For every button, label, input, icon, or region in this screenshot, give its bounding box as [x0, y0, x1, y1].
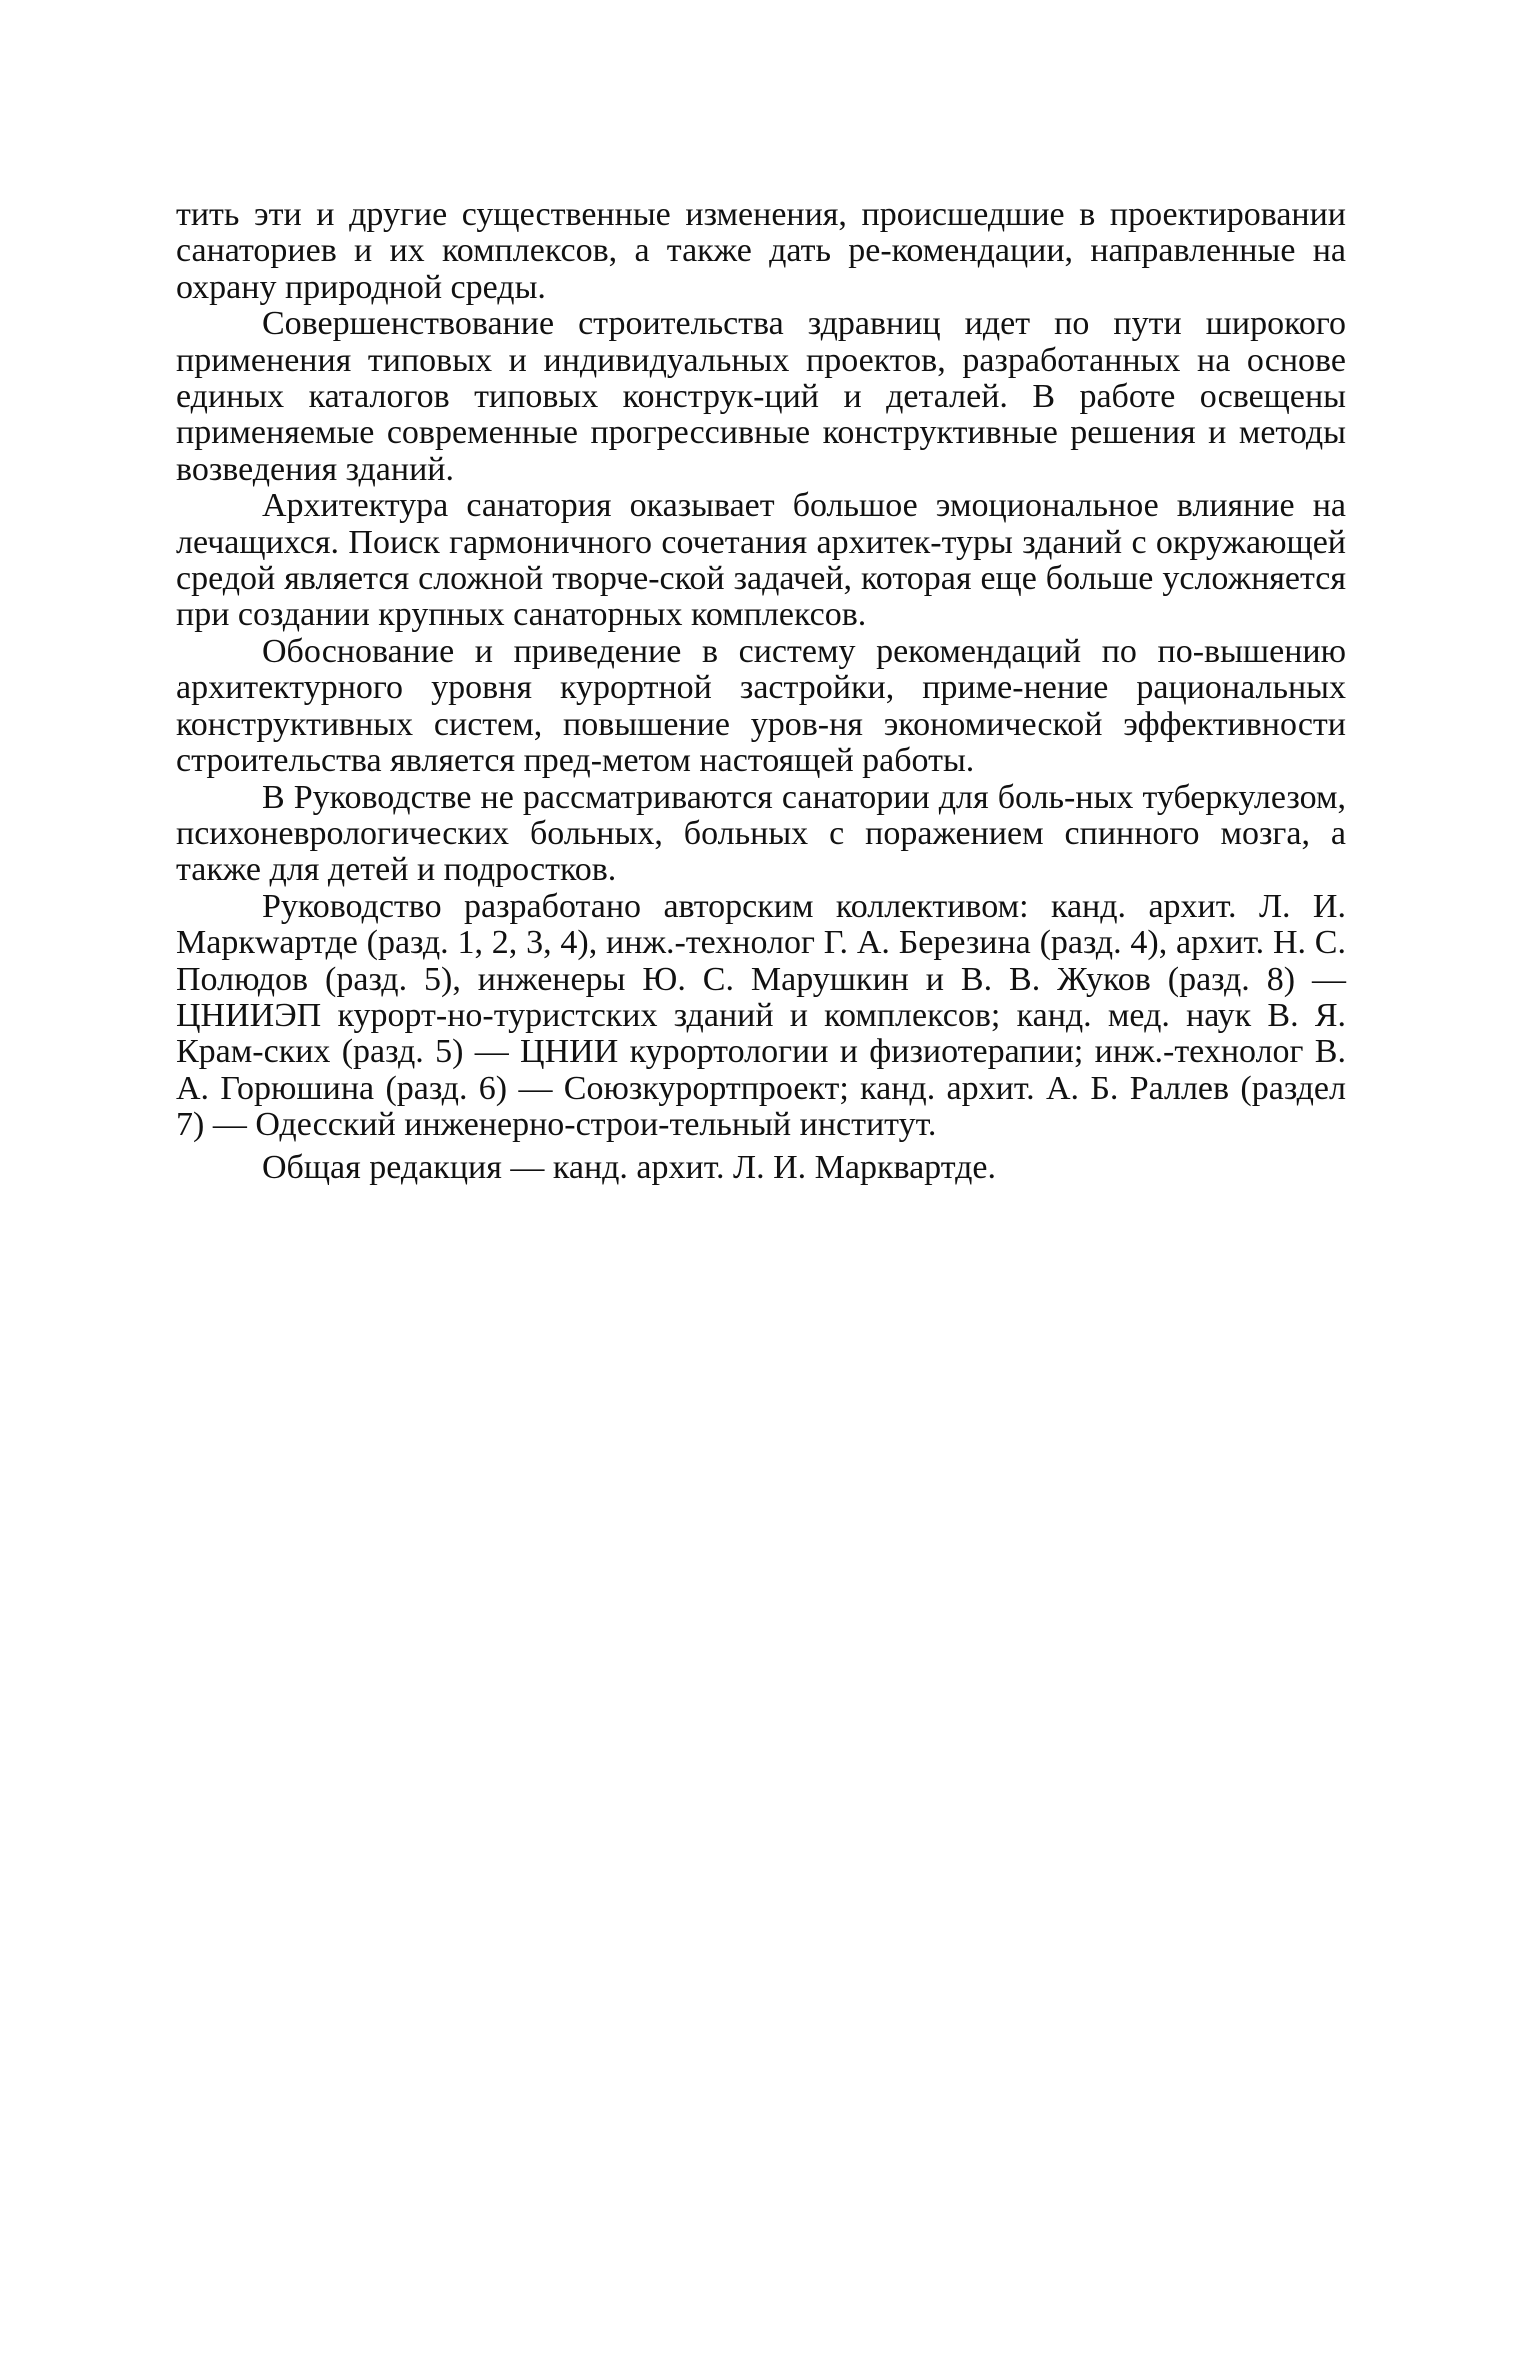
paragraph-4: Обоснование и приведение в систему рекомендаций по по-вышению архитектурного уровня курортной застройки, приме-нение рациональных конструктивных систем, повышение уров-ня экономической эффективности строительства является пред-метом настоящей работы.: [176, 632, 1346, 780]
paragraph-1: тить эти и другие существенные изменения, происшедшие в проектировании санаториев и их комплексов, а также дать ре-комендации, направленные на охрану природной среды.: [176, 196, 1346, 306]
paragraph-editor-credit: Общая редакция — канд. архит. Л. И. Марквартде.: [262, 1148, 997, 1186]
paragraph-2: Совершенствование строительства здравниц идет по пути широкого применения типовых и индивидуальных проектов, разработанных на основе единых каталогов типовых конструк-ций и деталей. В работе освещены применяемые современные прогрессивные конструктивные решения и методы возведения зданий.: [176, 305, 1346, 488]
paragraph-5: В Руководстве не рассматриваются санатории для боль-ных туберкулезом, психоневрологических больных, больных с поражением спинного мозга, а также для детей и подростков.: [176, 778, 1346, 889]
body-text: [176, 197, 1346, 1186]
paragraph-3: Архитектура санатория оказывает большое эмоциональное влияние на лечащихся. Поиск гармоничного сочетания архитек-туры зданий с окружающей средой является сложной творче-ской задачей, которая еще больше усложняется при создании крупных санаторных комплексов.: [176, 487, 1346, 634]
paragraph-6: Руководство разработано авторским коллективом: канд. архит. Л. И. Маркwартде (разд. 1, 2, 3, 4), инж.-технолог Г. А. Березина (разд. 4), архит. Н. С. Полюдов (разд. 5), инженеры Ю. С. Марушкин и В. В. Жуков (разд. 8) — ЦНИИЭП курорт-но-туристских зданий и комплексов; канд. мед. наук В. Я. Крам-ских (разд. 5) — ЦНИИ курортологии и физиотерапии; инж.-технолог В. А. Горюшина (разд. 6) — Союзкурортпроект; канд. архит. А. Б. Раллев (раздел 7) — Одесский инженерно-строи-тельный институт.: [176, 887, 1346, 1144]
